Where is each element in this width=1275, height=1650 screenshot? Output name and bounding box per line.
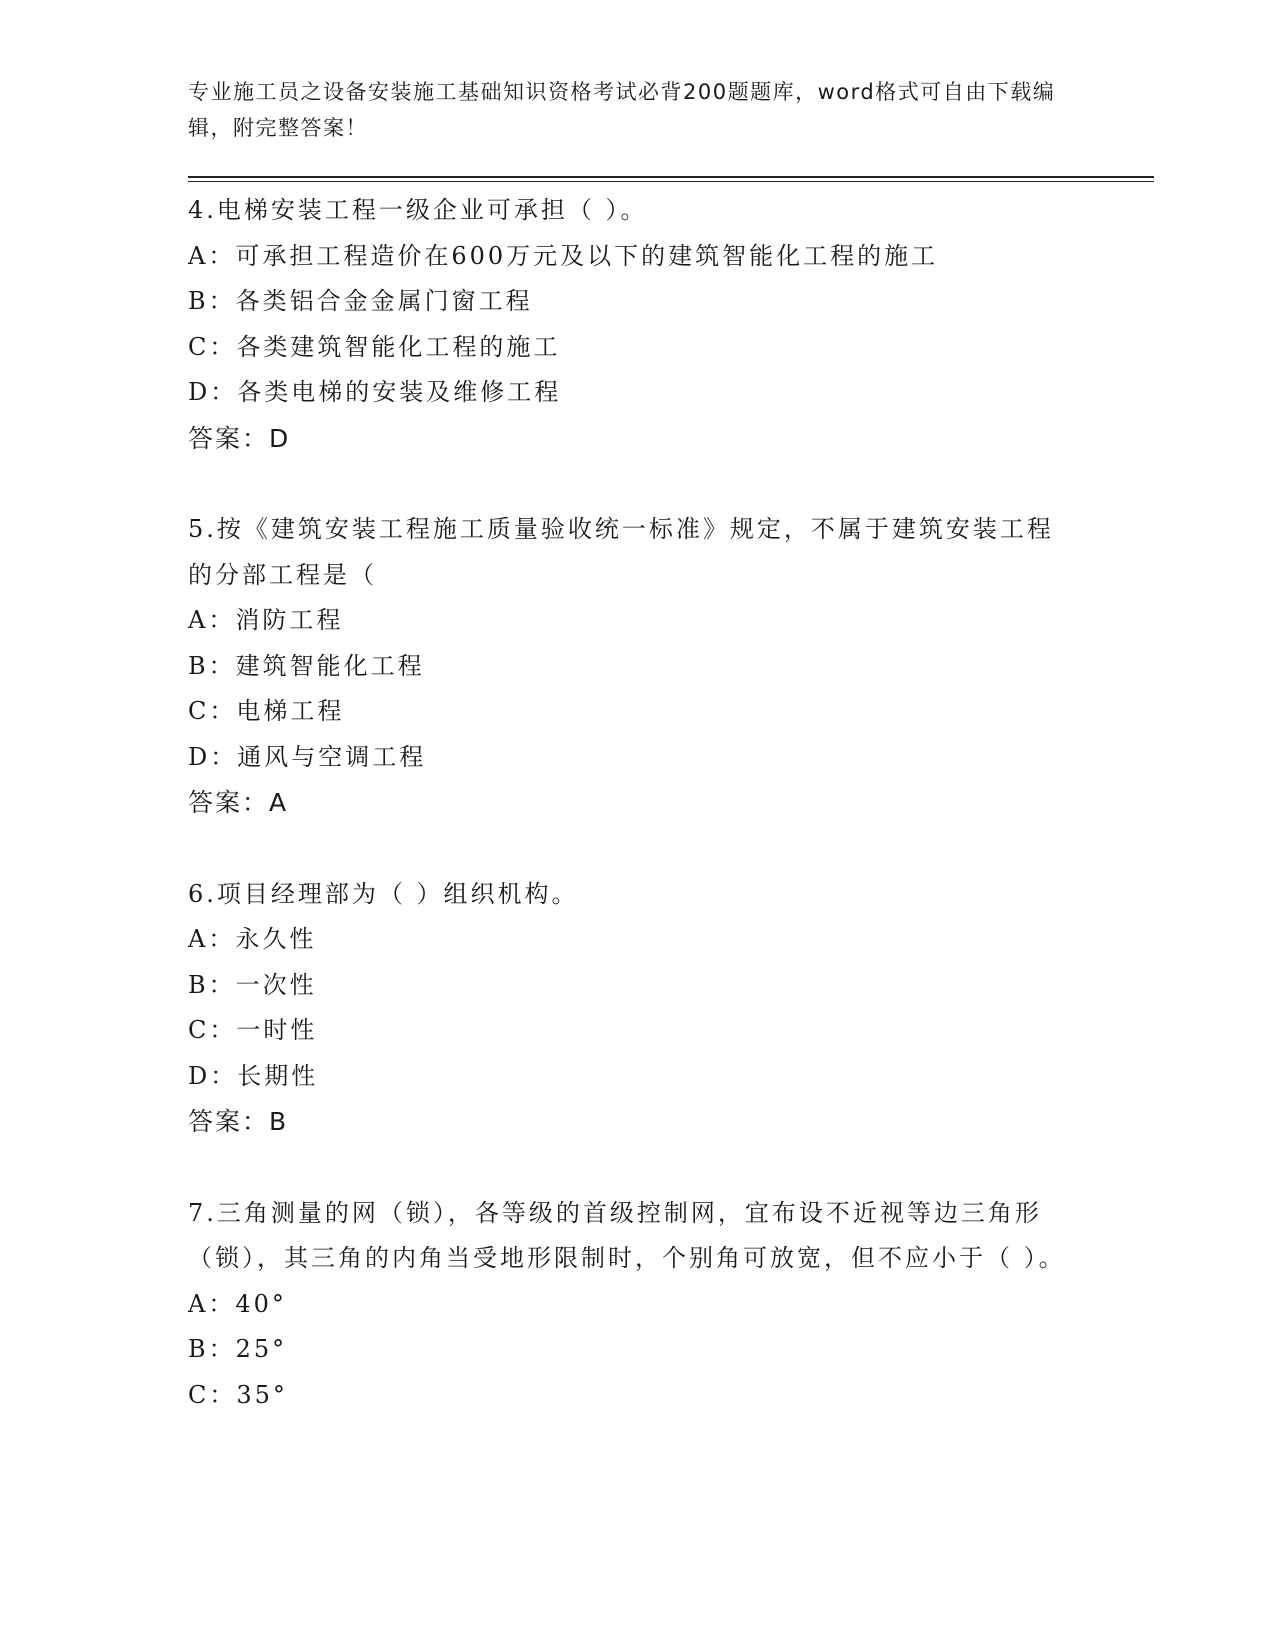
option-a: A：消防工程 xyxy=(188,606,344,634)
option-b: B：各类铝合金金属门窗工程 xyxy=(188,287,533,315)
option-b: B：25° xyxy=(188,1335,288,1363)
question-text: 4.电梯安装工程一级企业可承担（ ）。 xyxy=(188,196,648,224)
option-d: D：通风与空调工程 xyxy=(188,742,427,771)
document-header: 专业施工员之设备安装施工基础知识资格考试必背200题题库，word格式可自由下载编辑，附完整答案！ xyxy=(188,80,1056,140)
option-a: A：可承担工程造价在600万元及以下的建筑智能化工程的施工 xyxy=(188,241,939,270)
question-item xyxy=(188,1191,1068,1419)
answer-text: 答案：A xyxy=(188,788,289,817)
option-d: D：长期性 xyxy=(188,1061,319,1090)
option-a: A：40° xyxy=(188,1289,287,1318)
option-b: B：一次性 xyxy=(188,970,317,999)
option-c: C：35° xyxy=(188,1380,288,1409)
option-d: D：各类电梯的安装及维修工程 xyxy=(188,378,562,406)
option-c: C：一时性 xyxy=(188,1016,318,1044)
question-text: 6.项目经理部为（ ）组织机构。 xyxy=(188,879,579,908)
option-b: B：建筑智能化工程 xyxy=(188,651,425,680)
answer-text: 答案：B xyxy=(188,1107,289,1136)
answer-text: 答案：D xyxy=(188,423,291,453)
question-item xyxy=(188,872,1068,1145)
question-item xyxy=(188,188,1068,461)
option-c: C：各类建筑智能化工程的施工 xyxy=(188,332,561,361)
header-divider-thin xyxy=(188,181,1154,182)
question-list xyxy=(188,188,1068,1464)
question-text: 5.按《建筑安装工程施工质量验收统一标准》规定，不属于建筑安装工程的分部工程是（ xyxy=(188,515,1054,589)
question-text: 7.三角测量的网（锁），各等级的首级控制网，宜布设不近视等边三角形（锁），其三角的内角当受地形限制时，个别角可放宽，但不应小于（ ）。 xyxy=(188,1198,1066,1272)
question-item xyxy=(188,507,1068,826)
option-a: A：永久性 xyxy=(188,925,317,953)
option-c: C：电梯工程 xyxy=(188,697,345,725)
header-divider xyxy=(188,176,1154,178)
